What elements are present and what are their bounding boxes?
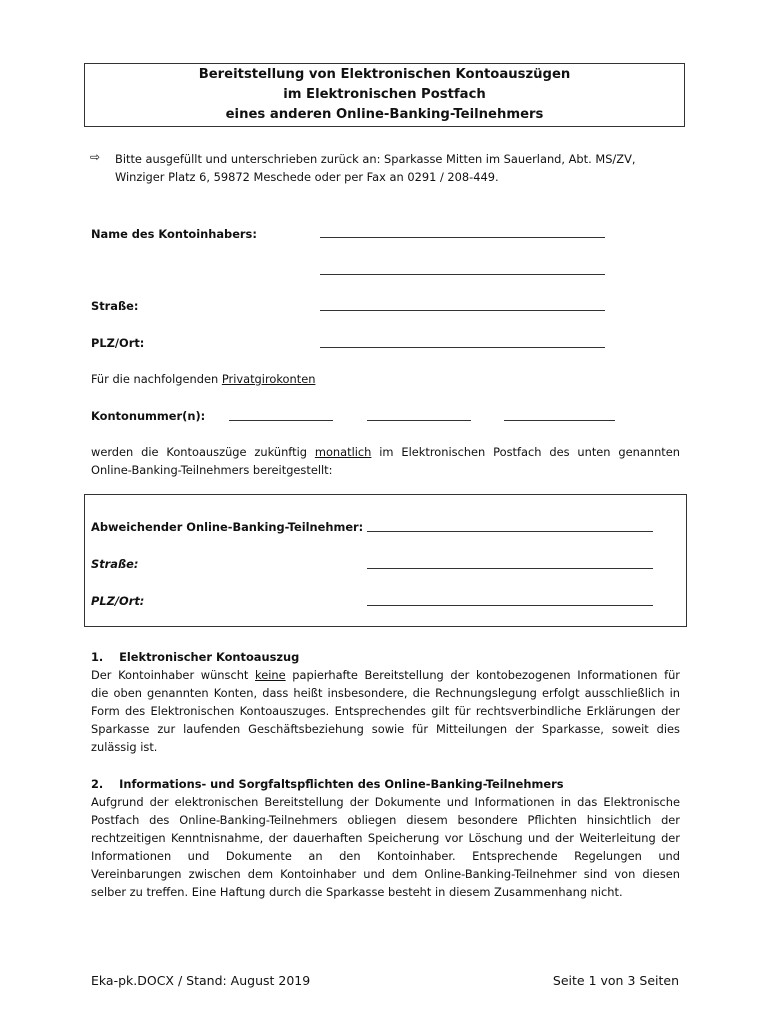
title-line-1: Bereitstellung von Elektronischen Kontoauszügen xyxy=(198,67,571,82)
section-2-line-3: rechtzeitigen Kenntnisnahme, der dauerhaften Speicherung vor Löschung und der Weiterleitung der xyxy=(91,831,680,845)
instruction-line-2: Winziger Platz 6, 59872 Meschede oder per Fax an 0291 / 208-449. xyxy=(115,170,499,184)
section-1-line-1 xyxy=(91,666,680,684)
instruction-line-1: Bitte ausgefüllt und unterschrieben zurück an: Sparkasse Mitten im Sauerland, Abt. MS/ZV, xyxy=(115,152,636,166)
arrow-right-icon: ⇨ xyxy=(90,150,101,164)
alt-participant-box xyxy=(84,494,687,627)
accounts-type: Privatgirokonten xyxy=(221,372,316,386)
street-field[interactable] xyxy=(320,310,605,311)
alt-city-field[interactable] xyxy=(367,605,653,606)
account-number-field-2[interactable] xyxy=(367,420,471,421)
statement-pre: werden die Kontoauszüge zukünftig xyxy=(91,445,315,459)
statement-post: im Elektronischen Postfach des unten genannten xyxy=(371,445,680,459)
section-1-line-2: die oben genannten Konten, dass heißt insbesondere, die Rechnungslegung erfolgt ausschließlich in xyxy=(91,686,680,700)
alt-street-label: Straße: xyxy=(91,557,139,571)
footer-document-info: Eka-pk.DOCX / Stand: August 2019 xyxy=(91,973,311,988)
instruction-text xyxy=(115,150,675,186)
section-2-heading: 2. Informations- und Sorgfaltspflichten des Online-Banking-Teilnehmers xyxy=(91,777,564,791)
city-field[interactable] xyxy=(320,347,605,348)
section-1-body xyxy=(91,666,680,756)
name-field-1[interactable] xyxy=(320,237,605,238)
accounts-text xyxy=(91,370,315,388)
section-1-heading: 1. Elektronischer Kontoauszug xyxy=(91,650,300,664)
name-label: Name des Kontoinhabers: xyxy=(91,227,257,241)
title-line-3: eines anderen Online-Banking-Teilnehmers xyxy=(225,107,544,122)
account-numbers-label: Kontonummer(n): xyxy=(91,409,206,423)
name-field-2[interactable] xyxy=(320,274,605,275)
section-1-emphasis: keine xyxy=(255,668,286,682)
footer-page-number: Seite 1 von 3 Seiten xyxy=(552,973,679,988)
section-1-line-1-post: papierhafte Bereitstellung der kontobezogenen Informationen für xyxy=(285,668,680,682)
statement-line-1 xyxy=(91,443,680,461)
city-label: PLZ/Ort: xyxy=(91,336,145,350)
section-2-body xyxy=(91,793,680,901)
title-box xyxy=(84,63,685,127)
statement-frequency: monatlich xyxy=(314,445,372,459)
account-number-field-3[interactable] xyxy=(504,420,615,421)
section-1-line-1-pre: Der Kontoinhaber wünscht xyxy=(91,668,256,682)
account-number-field-1[interactable] xyxy=(229,420,333,421)
section-1-line-5: zulässig ist. xyxy=(91,740,158,754)
title-line-2: im Elektronischen Postfach xyxy=(283,87,486,102)
street-label: Straße: xyxy=(91,299,139,313)
section-2-line-4: Informationen und Dokumente an den Kontoinhaber. Entsprechende Regelungen und xyxy=(91,849,680,863)
section-1-line-3: Form des Elektronischen Kontoauszuges. Entsprechendes gilt für rechtsverbindliche Erklärungen der xyxy=(91,704,680,718)
section-2-line-6: selber zu treffen. Eine Haftung durch die Sparkasse besteht in diesem Zusammenhang nicht. xyxy=(91,885,623,899)
section-2-line-5: Vereinbarungen zwischen dem Kontoinhaber und dem Online-Banking-Teilnehmer sind von diesen xyxy=(91,867,680,881)
section-1-line-4: Sparkasse zur laufenden Geschäftsbeziehung sowie für Mitteilungen der Sparkasse, soweit dies xyxy=(91,722,680,736)
alt-participant-label: Abweichender Online-Banking-Teilnehmer: xyxy=(91,520,364,534)
statement-line-2: Online-Banking-Teilnehmers bereitgestellt: xyxy=(91,463,333,477)
accounts-prefix: Für die nachfolgenden xyxy=(91,372,222,386)
section-2-line-2: Postfach des Online-Banking-Teilnehmers obliegen diesem besondere Pflichten hinsichtlich der xyxy=(91,813,680,827)
alt-street-field[interactable] xyxy=(367,568,653,569)
alt-participant-field[interactable] xyxy=(367,531,653,532)
section-2-line-1: Aufgrund der elektronischen Bereitstellung der Dokumente und Informationen in das Elektronische xyxy=(91,795,680,809)
statement-paragraph xyxy=(91,443,680,479)
alt-city-label: PLZ/Ort: xyxy=(91,594,145,608)
